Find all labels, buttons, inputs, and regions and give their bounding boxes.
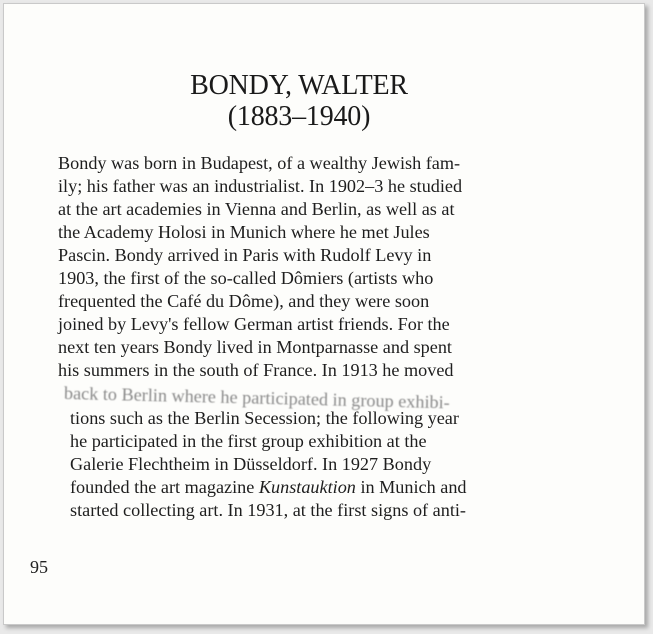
text-run: in Munich and <box>355 477 467 497</box>
text-line: tions such as the Berlin Secession; the following year <box>70 408 459 428</box>
text-line: 1903, the first of the so-called Dômiers (artists who <box>58 268 434 288</box>
text-line: Galerie Flechtheim in Düsseldorf. In 1927 Bondy <box>70 454 432 474</box>
entry-title: BONDY, WALTER <box>190 70 408 101</box>
text-line: Bondy was born in Budapest, of a wealthy Jewish fam- <box>58 153 461 173</box>
text-line: ily; his father was an industrialist. In 1902–3 he studied <box>58 176 463 196</box>
text-line-founded <box>70 476 467 498</box>
magazine-title: Kunstauktion <box>258 477 356 497</box>
text-line: next ten years Bondy lived in Montparnasse and spent <box>58 337 452 357</box>
text-run: founded the art magazine <box>70 477 259 497</box>
text-line-blurred: back to Berlin where he participated in group exhibi- <box>63 383 450 413</box>
text-line: frequented the Café du Dôme), and they were soon <box>58 291 430 311</box>
entry-dates: (1883–1940) <box>227 101 371 132</box>
text-line: Pascin. Bondy arrived in Paris with Rudolf Levy in <box>58 245 432 265</box>
text-line: joined by Levy's fellow German artist friends. For the <box>58 314 450 334</box>
text-line: started collecting art. In 1931, at the first signs of anti- <box>70 500 466 520</box>
text-line: he participated in the first group exhibition at the <box>70 431 427 451</box>
text-line: at the art academies in Vienna and Berlin, as well as at <box>58 199 455 219</box>
book-page <box>3 3 645 625</box>
text-line: the Academy Holosi in Munich where he met Jules <box>58 222 430 242</box>
page-number: 95 <box>30 557 48 577</box>
text-line: his summers in the south of France. In 1913 he moved <box>58 360 454 380</box>
